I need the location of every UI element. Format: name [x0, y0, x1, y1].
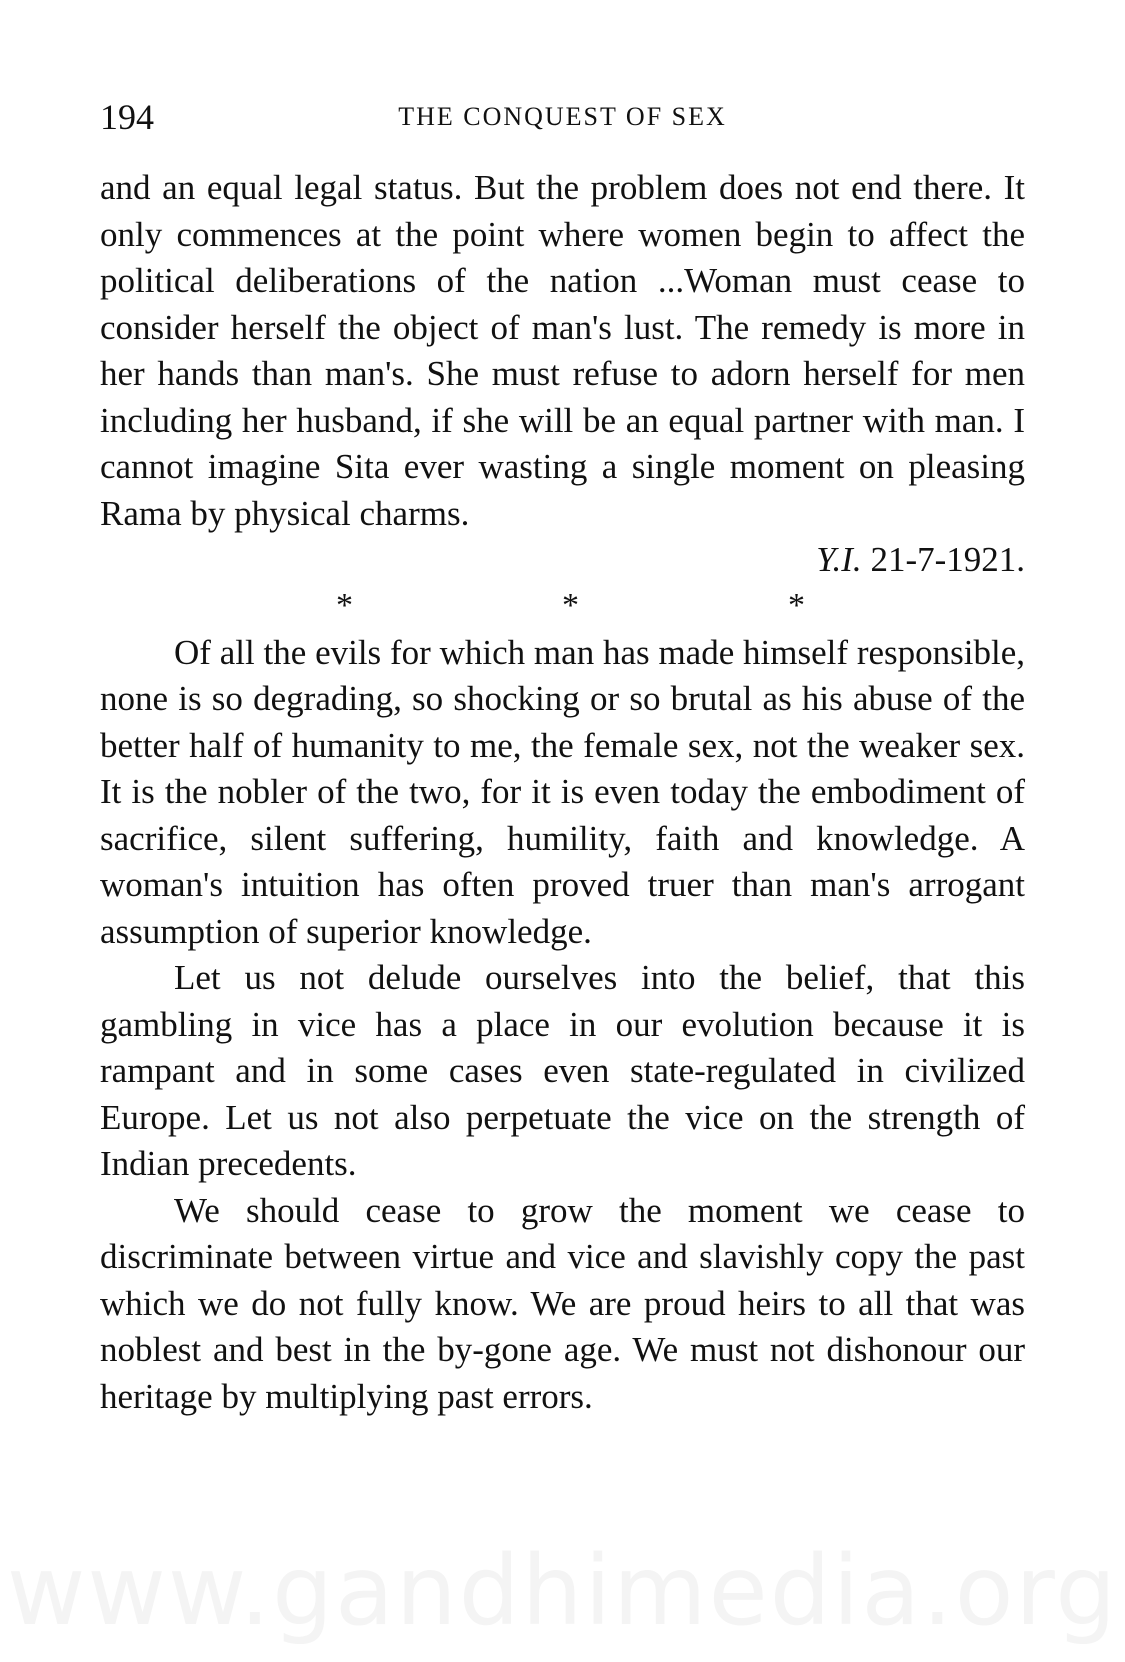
citation-date: 21-7-1921. — [870, 540, 1025, 579]
separator-asterisk: * — [562, 587, 579, 625]
paragraph-4: We should cease to grow the moment we cease to discriminate between virtue and vice and slavishly copy the past which we do not fully know. We are proud heirs to all that was noblest and best in the by-gone age. We must not dishonour our heritage by multiplying past errors. — [100, 1190, 1025, 1416]
page-body — [100, 165, 1025, 1420]
page-header — [100, 96, 1025, 146]
watermark: www.gandhimedia.org — [6, 1535, 1119, 1647]
running-title: THE CONQUEST OF SEX — [398, 102, 727, 131]
separator-asterisk: * — [336, 587, 353, 625]
paragraph-3: Let us not delude ourselves into the belief, that this gambling in vice has a place in our evolution because it is rampant and in some cases even state-regulated in civilized Europe. Let us not also perpetuate the vice on the strength of Indian precedents. — [100, 958, 1025, 1183]
paragraph-1: and an equal legal status. But the problem does not end there. It only commences at the point where women begin to affect the political deliberations of the nation ...Woman must cease to consider herself the object of man's lust. The remedy is more in her hands than man's. She must refuse to adorn herself for men including her husband, if she will be an equal partner with man. I cannot imagine Sita ever wasting a single moment on pleasing Rama by physical charms. — [100, 168, 1025, 533]
separator-asterisk: * — [788, 587, 805, 625]
citation-source: Y.I. — [816, 540, 862, 579]
page-number: 194 — [100, 97, 154, 137]
section-separator — [100, 584, 1025, 630]
paragraph-2: Of all the evils for which man has made himself responsible, none is so degrading, so shocking or so brutal as his abuse of the better half of humanity to me, the female sex, not the weaker sex. It is the nobler of the two, for it is even today the embodiment of sacrifice, silent suffering, humility, faith and knowledge. A woman's intuition has often proved truer than man's arrogant assumption of superior knowledge. — [100, 632, 1025, 951]
citation — [100, 537, 1025, 584]
